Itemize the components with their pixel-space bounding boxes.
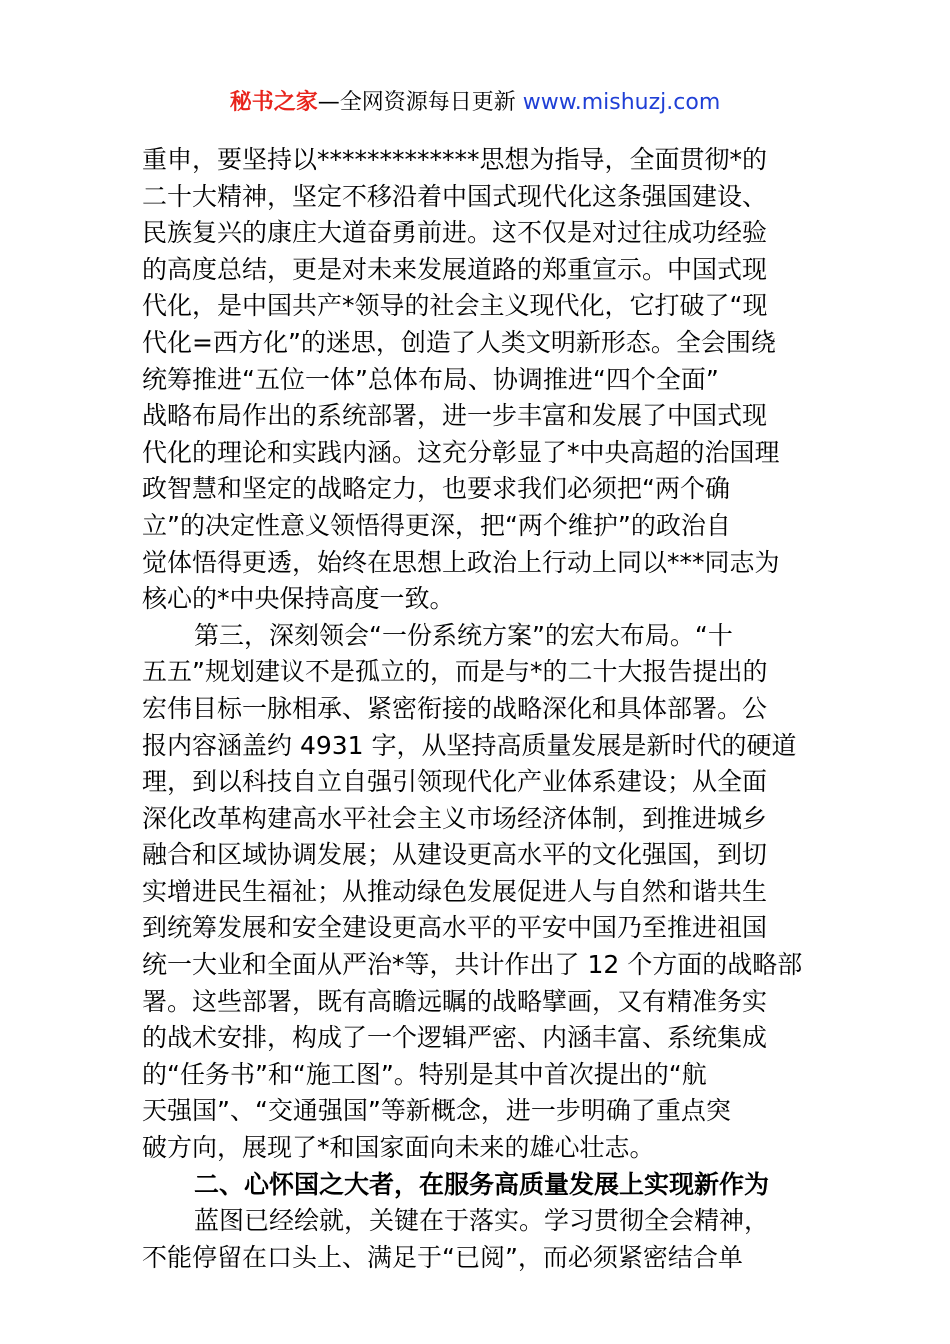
site-brand: 秘书之家	[229, 90, 318, 115]
site-header	[0, 86, 950, 120]
text-line: 融合和区域协调发展；从建设更高水平的文化强国，到切	[142, 840, 768, 870]
site-tagline: —全网资源每日更新	[317, 90, 523, 115]
text-line: 实增进民生福祉；从推动绿色发展促进人与自然和谐共生	[142, 876, 768, 906]
text-line: 不能停留在口头上、满足于“已阅”，而必须紧密结合单	[142, 1242, 743, 1272]
paragraph-start-line: 第三，深刻领会“一份系统方案”的宏大布局。“十	[194, 620, 733, 650]
text-line: 代化的理论和实践内涵。这充分彰显了*中央高超的治国理	[142, 437, 780, 467]
text-line: 战略布局作出的系统部署，进一步丰富和发展了中国式现	[142, 401, 768, 431]
text-line: 署。这些部署，既有高瞻远瞩的战略擘画，又有精准务实	[142, 986, 768, 1016]
text-line: 政智慧和坚定的战略定力，也要求我们必须把“两个确	[142, 474, 730, 504]
document-body	[142, 142, 814, 1276]
text-line: 宏伟目标一脉相承、紧密衔接的战略深化和具体部署。公	[142, 693, 768, 723]
text-line: 天强国”、“交通强国”等新概念，进一步明确了重点突	[142, 1096, 731, 1126]
text-line: 二十大精神，坚定不移沿着中国式现代化这条强国建设、	[142, 181, 768, 211]
text-line: 的战术安排，构成了一个逻辑严密、内涵丰富、系统集成	[142, 1023, 768, 1053]
text-line: 重申，要坚持以*************思想为指导，全面贯彻*的	[142, 145, 768, 174]
text-line: 统筹推进“五位一体”总体布局、协调推进“四个全面”	[142, 364, 719, 394]
text-line: 核心的*中央保持高度一致。	[142, 584, 455, 614]
paragraph-start-line: 蓝图已经绘就，关键在于落实。学习贯彻全会精神，	[194, 1206, 770, 1236]
text-line: 到统筹发展和安全建设更高水平的平安中国乃至推进祖国	[142, 913, 768, 943]
text-line: 立”的决定性意义领悟得更深，把“两个维护”的政治自	[142, 510, 731, 540]
text-line: 代化，是中国共产*领导的社会主义现代化，它打破了“现	[142, 291, 768, 321]
text-line: 理，到以科技自立自强引领现代化产业体系建设；从全面	[142, 767, 768, 797]
text-line: 统一大业和全面从严治*等，共计作出了 12 个方面的战略部	[142, 950, 803, 980]
text-line: 民族复兴的康庄大道奋勇前进。这不仅是对过往成功经验	[142, 218, 768, 248]
text-line: 的高度总结，更是对未来发展道路的郑重宣示。中国式现	[142, 254, 768, 284]
text-line: 代化=西方化”的迷思，创造了人类文明新形态。全会围绕	[142, 327, 776, 357]
section-heading: 二、心怀国之大者，在服务高质量发展上实现新作为	[194, 1169, 770, 1199]
text-line: 五五”规划建议不是孤立的，而是与*的二十大报告提出的	[142, 657, 768, 687]
text-line: 深化改革构建高水平社会主义市场经济体制，到推进城乡	[142, 803, 768, 833]
text-line: 报内容涵盖约 4931 字，从坚持高质量发展是新时代的硬道	[142, 730, 797, 760]
site-url-link[interactable]: www.mishuzj.com	[522, 90, 721, 115]
text-line: 的“任务书”和“施工图”。特别是其中首次提出的“航	[142, 1059, 707, 1089]
text-line: 觉体悟得更透，始终在思想上政治上行动上同以***同志为	[142, 547, 780, 577]
text-line: 破方向，展现了*和国家面向未来的雄心壮志。	[142, 1133, 655, 1163]
